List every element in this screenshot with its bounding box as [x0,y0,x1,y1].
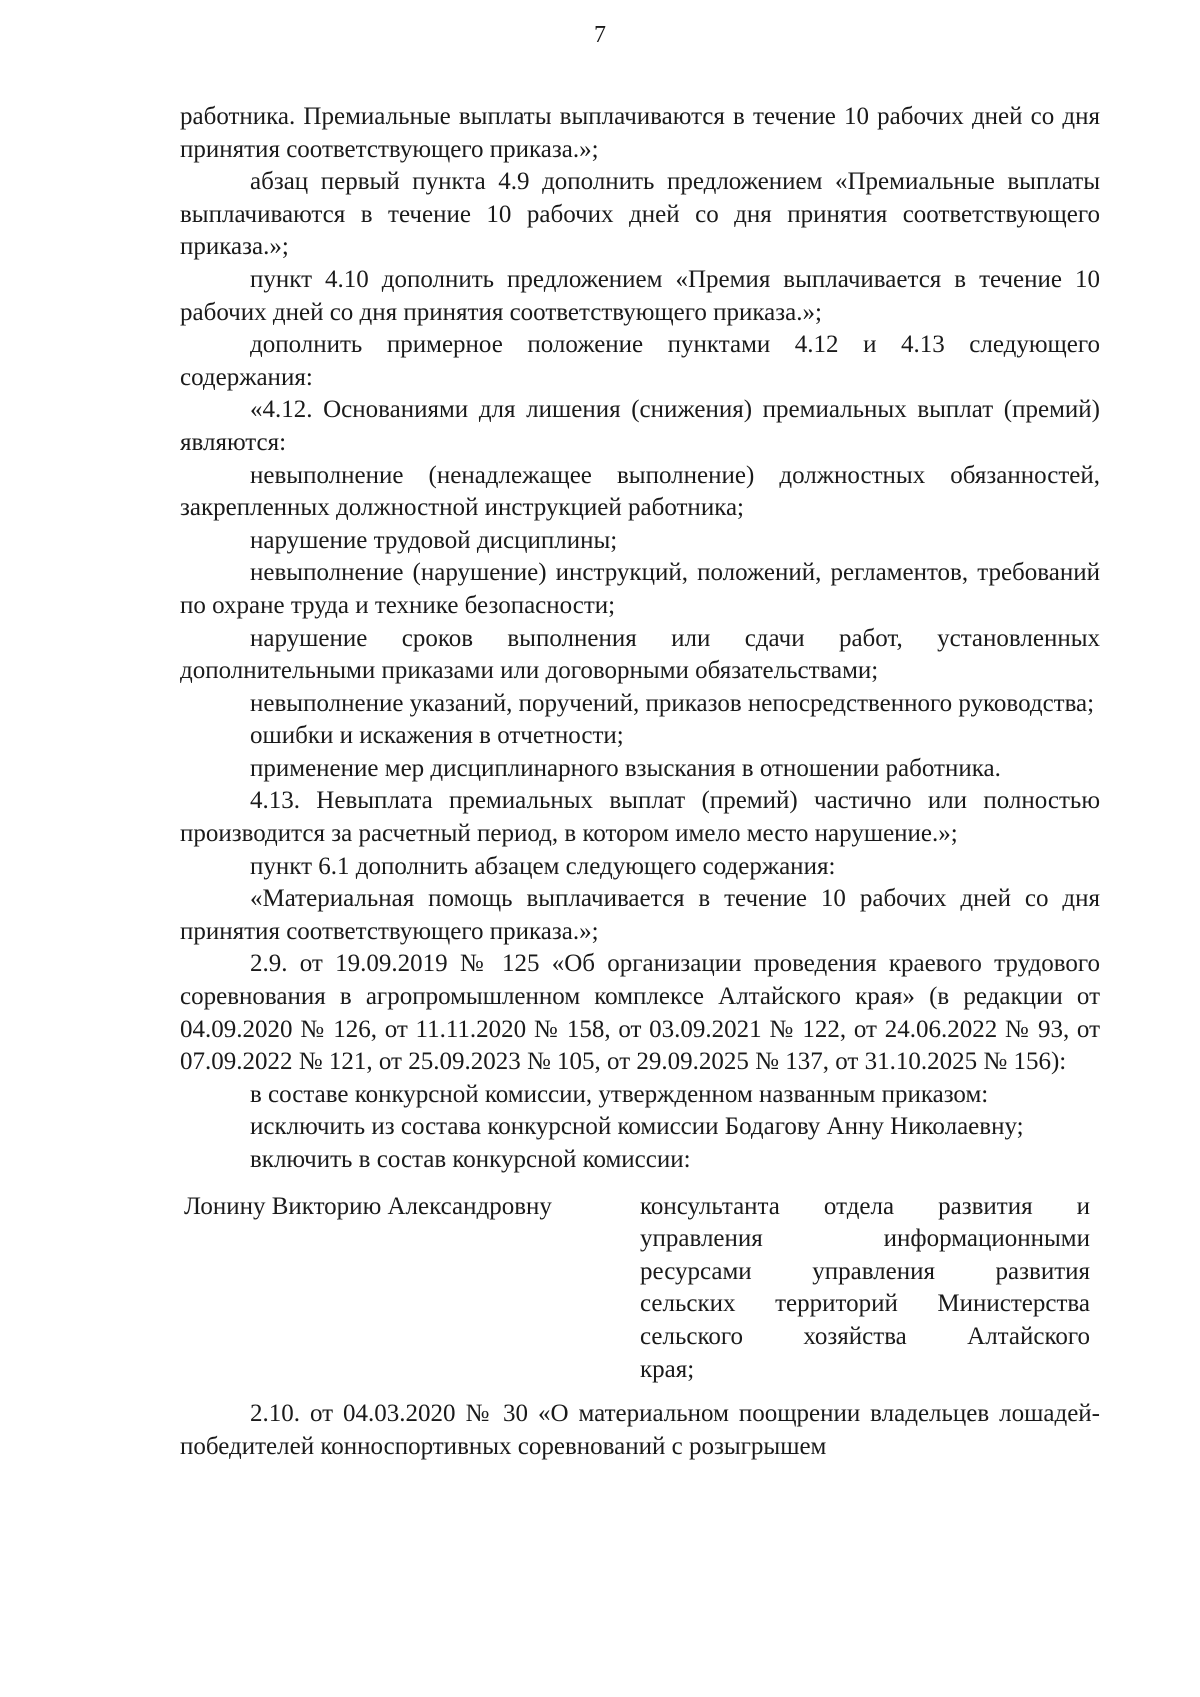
member-position-line: ресурсами управления развития [640,1257,1090,1285]
paragraph: абзац первый пункта 4.9 дополнить предложением «Премиальные выплаты выплачиваются в течение 10 рабочих дней со дня принятия соответствующего приказа.»; [180,168,1100,261]
paragraph: включить в состав конкурсной комиссии: [250,1146,691,1173]
paragraph: невыполнение (нарушение) инструкций, положений, регламентов, требований по охране труда и технике безопасности; [180,559,1100,619]
paragraph: применение мер дисциплинарного взыскания в отношении работника. [250,754,1001,782]
paragraph: нарушение сроков выполнения или сдачи работ, установленных дополнительными приказами или договорными обязательствами; [180,624,1100,685]
paragraph: 4.13. Невыплата премиальных выплат (премий) частично или полностью производится за расчетный период, в котором имело место нарушение.»; [180,787,1100,848]
member-name: Лонину Викторию Александровну [184,1192,552,1220]
paragraph: ошибки и искажения в отчетности; [250,722,624,750]
member-position-line: края; [640,1355,695,1383]
member-position-line: сельского хозяйства Алтайского [640,1322,1090,1350]
paragraph: исключить из состава конкурсной комиссии Бодагову Анну Николаевну; [250,1113,1024,1141]
paragraph: 2.10. от 04.03.2020 № 30 «О материальном поощрении владельцев лошадей-победителей конноспортивных соревнований с розыгрышем [180,1400,1100,1460]
document-body [180,101,1100,1463]
paragraph: работника. Премиальные выплаты выплачиваются в течение 10 рабочих дней со дня принятия соответствующего приказа.»; [180,103,1100,163]
paragraph: 2.9. от 19.09.2019 № 125 «Об организации проведения краевого трудового соревнования в агропромышленном комплексе Алтайского края» (в редакции от 04.09.2020 № 126, от 11.11.2020 № 158, от 03.09.2021 № 122, от 24.06.2022 № 93, от 07.09.2022 № 121, от 25.09.2023 № 105, от 29.09.2025 № 137, от 31.10.2025 № 156): [180,950,1100,1076]
member-position-line: управления информационными [640,1225,1090,1253]
member-position-line: сельских территорий Министерства [640,1290,1090,1318]
member-position-line: консультанта отдела развития и [640,1192,1090,1220]
member-position [640,1191,1090,1387]
paragraph: дополнить примерное положение пунктами 4.12 и 4.13 следующего содержания: [180,331,1100,391]
paragraph: невыполнение (ненадлежащее выполнение) должностных обязанностей, закрепленных должностной инструкцией работника; [180,461,1100,522]
paragraph: «4.12. Основаниями для лишения (снижения) премиальных выплат (премий) являются: [180,396,1100,456]
paragraph: «Материальная помощь выплачивается в течение 10 рабочих дней со дня принятия соответствующего приказа.»; [180,885,1100,945]
commission-member-row [180,1191,1100,1387]
page-number: 7 [594,22,606,48]
paragraph: в составе конкурсной комиссии, утвержденном названным приказом: [250,1080,989,1108]
paragraph: невыполнение указаний, поручений, приказов непосредственного руководства; [250,689,1095,717]
paragraph: нарушение трудовой дисциплины; [250,526,618,554]
paragraph: пункт 6.1 дополнить абзацем следующего содержания: [250,852,836,880]
paragraph: пункт 4.10 дополнить предложением «Премия выплачивается в течение 10 рабочих дней со дня принятия соответствующего приказа.»; [180,265,1100,326]
